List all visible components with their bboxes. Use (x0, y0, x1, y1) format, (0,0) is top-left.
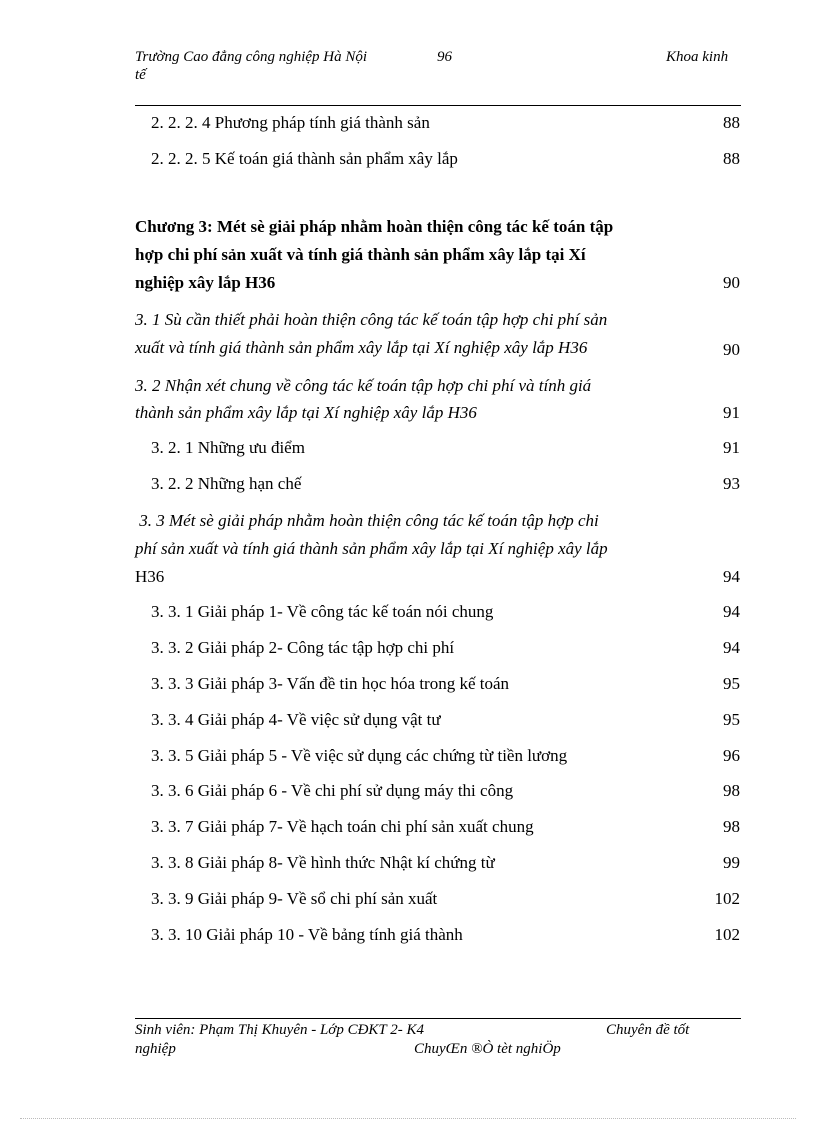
footer-rule (135, 1018, 741, 1019)
header-rule (135, 105, 741, 106)
toc-chapter-3-line2: hợp chi phí sản xuất và tính giá thành sản phẩm xây lắp tại Xí (135, 245, 586, 264)
toc-page: 91 (723, 403, 740, 422)
toc-entry-3-1-line2: xuất và tính giá thành sản phẩm xây lắp tại Xí nghiệp xây lắp H36 (135, 338, 588, 357)
toc-page: 88 (723, 149, 740, 168)
toc-entry-3-3-4: 3. 3. 4 Giải pháp 4- Về việc sử dụng vật tư (151, 710, 441, 729)
toc-entry-3-3-line3: H36 (135, 567, 165, 586)
toc-entry-2-2-2-4: 2. 2. 2. 4 Phương pháp tính giá thành sản (151, 113, 430, 132)
footer-thesis-continued: nghiệp (135, 1041, 176, 1057)
toc-page: 96 (723, 746, 740, 765)
footer-legacy-font-text: ChuyŒn ®Ò tèt nghiÖp (414, 1041, 561, 1057)
toc-page: 90 (723, 340, 740, 359)
toc-page: 95 (723, 710, 740, 729)
toc-entry-3-3-10: 3. 3. 10 Giải pháp 10 - Về bảng tính giá thành (151, 925, 463, 944)
toc-entry-3-3-5: 3. 3. 5 Giải pháp 5 - Về việc sử dụng các chứng từ tiền lương (151, 746, 568, 765)
toc-entry-3-1-line1: 3. 1 Sù cần thiết phải hoàn thiện công tác kế toán tập hợp chi phí sản (135, 310, 608, 329)
toc-chapter-3-line1: Chương 3: Mét sè giải pháp nhằm hoàn thiện công tác kế toán tập (135, 217, 614, 236)
toc-entry-3-2-line1: 3. 2 Nhận xét chung về công tác kế toán tập hợp chi phí và tính giá (135, 376, 592, 395)
toc-page: 94 (723, 602, 740, 621)
footer-thesis-label: Chuyên đề tốt (606, 1022, 690, 1038)
header-school-continued: tế (135, 67, 146, 83)
toc-entry-3-3-9: 3. 3. 9 Giải pháp 9- Về sổ chi phí sản xuất (151, 889, 438, 908)
toc-page: 90 (723, 273, 740, 292)
toc-page: 102 (714, 889, 740, 908)
header-faculty: Khoa kinh (666, 49, 729, 65)
header-school: Trường Cao đẳng công nghiệp Hà Nội (135, 49, 368, 65)
toc-page: 94 (723, 567, 740, 586)
toc-entry-3-2-line2: thành sản phẩm xây lắp tại Xí nghiệp xây lắp H36 (135, 403, 477, 422)
toc-entry-3-3-1: 3. 3. 1 Giải pháp 1- Về công tác kế toán nói chung (151, 602, 494, 621)
toc-entry-3-2-1: 3. 2. 1 Những ưu điểm (151, 438, 305, 457)
toc-entry-2-2-2-5: 2. 2. 2. 5 Kế toán giá thành sản phẩm xây lắp (151, 149, 458, 168)
toc-chapter-3-line3: nghiệp xây lắp H36 (135, 273, 276, 292)
toc-page: 95 (723, 674, 740, 693)
page-edge-divider (20, 1118, 796, 1119)
toc-page: 94 (723, 638, 740, 657)
toc-page: 93 (723, 474, 740, 493)
toc-entry-3-3-8: 3. 3. 8 Giải pháp 8- Về hình thức Nhật kí chứng từ (151, 853, 495, 872)
toc-page: 99 (723, 853, 740, 872)
toc-entry-3-2-2: 3. 2. 2 Những hạn chế (151, 474, 302, 493)
toc-page: 102 (714, 925, 740, 944)
toc-entry-3-3-line2: phí sản xuất và tính giá thành sản phẩm xây lắp tại Xí nghiệp xây lắp (135, 539, 608, 558)
toc-entry-3-3-6: 3. 3. 6 Giải pháp 6 - Về chi phí sử dụng máy thi công (151, 781, 514, 800)
toc-page: 91 (723, 438, 740, 457)
footer-student: Sinh viên: Phạm Thị Khuyên - Lớp CĐKT 2- K4 (135, 1022, 424, 1038)
toc-page: 98 (723, 817, 740, 836)
toc-entry-3-3-3: 3. 3. 3 Giải pháp 3- Vấn đề tin học hóa trong kế toán (151, 674, 510, 693)
toc-entry-3-3-2: 3. 3. 2 Giải pháp 2- Công tác tập hợp chi phí (151, 638, 455, 657)
toc-entry-3-3-line1: 3. 3 Mét sè giải pháp nhằm hoàn thiện công tác kế toán tập hợp chi (135, 511, 599, 530)
toc-entry-3-3-7: 3. 3. 7 Giải pháp 7- Về hạch toán chi phí sản xuất chung (151, 817, 534, 836)
header-page-number: 96 (437, 49, 452, 65)
toc-page: 98 (723, 781, 740, 800)
toc-page: 88 (723, 113, 740, 132)
